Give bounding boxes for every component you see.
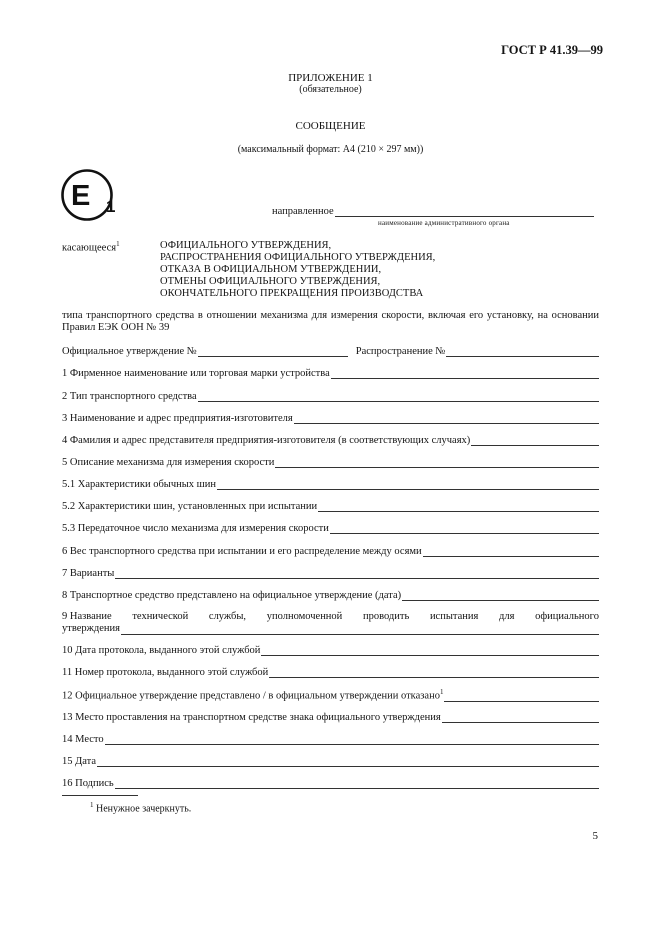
item-label: 8 Транспортное средство представлено на официальное утверждение (дата) xyxy=(62,590,402,601)
message-title: СООБЩЕНИЕ xyxy=(295,120,366,132)
extension-number-field[interactable] xyxy=(446,345,599,357)
item-field[interactable] xyxy=(115,777,599,789)
format-note: (максимальный формат: А4 (210 × 297 мм)) xyxy=(237,144,424,155)
item-field[interactable] xyxy=(294,412,599,424)
item-label: 1 Фирменное наименование или торговая марки устройства xyxy=(62,368,330,379)
action-options xyxy=(160,240,435,300)
form-item xyxy=(62,777,599,789)
item-label: 15 Дата xyxy=(62,756,97,767)
form-item xyxy=(62,666,599,678)
item-field[interactable] xyxy=(115,567,599,579)
item9-word: службы, xyxy=(208,611,247,622)
item-field[interactable] xyxy=(105,733,599,745)
item-field[interactable] xyxy=(269,666,599,678)
item9-line2 xyxy=(62,623,599,635)
form-item xyxy=(62,500,599,512)
footnote: $^1$ Ненужное зачеркнуть. xyxy=(90,801,192,815)
item-field[interactable] xyxy=(471,434,599,446)
item-label: 5.3 Передаточное число механизма для измерения скорости xyxy=(62,523,329,534)
form-item xyxy=(62,733,599,745)
type-paragraph: типа транспортного средства в отношении механизма для измерения скорости, включая его установку, на основании Правил ЕЭК ООН № 39 xyxy=(62,310,599,333)
item9-word: технической xyxy=(132,611,189,622)
directed-field[interactable] xyxy=(335,205,594,217)
approval-mark-number: 1 xyxy=(106,197,116,216)
item-label: 14 Место xyxy=(62,734,104,745)
item-field[interactable] xyxy=(121,623,599,635)
action-option: РАСПРОСТРАНЕНИЯ ОФИЦИАЛЬНОГО УТВЕРЖДЕНИЯ, xyxy=(160,252,436,263)
directed-line xyxy=(272,205,594,217)
footnote-ref: 1 xyxy=(116,240,120,248)
item-field[interactable] xyxy=(444,690,599,702)
page-number: 5 xyxy=(592,830,598,842)
action-option: ОФИЦИАЛЬНОГО УТВЕРЖДЕНИЯ, xyxy=(160,240,332,251)
item9-word: 9 Название xyxy=(62,611,112,622)
form-item xyxy=(62,434,599,446)
form-item xyxy=(62,755,599,767)
item9-word: для xyxy=(499,611,515,622)
form-item xyxy=(62,644,599,656)
item-label: 10 Дата протокола, выданного этой службой xyxy=(62,645,261,656)
approval-number-label: Официальное утверждение № xyxy=(62,346,197,357)
item-field[interactable] xyxy=(97,755,599,767)
item-label: 13 Место проставления на транспортном средстве знака официального утверждения xyxy=(62,712,441,723)
form-item xyxy=(62,456,599,468)
item-field[interactable] xyxy=(275,456,599,468)
item-label: 5.2 Характеристики шин, установленных при испытании xyxy=(62,501,318,512)
footnote-divider xyxy=(62,795,138,796)
item-label: 7 Варианты xyxy=(62,568,115,579)
concerning-label: касающееся$^1$ xyxy=(62,240,120,254)
form-item-technical-service xyxy=(62,611,599,635)
item9-line1 xyxy=(62,611,599,623)
form-item xyxy=(62,567,599,579)
item9-word: официального xyxy=(535,611,599,622)
action-option: ОТКАЗА В ОФИЦИАЛЬНОМ УТВЕРЖДЕНИИ, xyxy=(160,264,382,275)
footnote-ref: 1 xyxy=(439,688,444,696)
item-field[interactable] xyxy=(442,711,599,723)
item-label: 11 Номер протокола, выданного этой службой xyxy=(62,667,269,678)
item-label: 16 Подпись xyxy=(62,778,114,789)
organ-caption: наименование административного органа xyxy=(378,219,510,227)
item-label: 3 Наименование и адрес предприятия-изготовителя xyxy=(62,413,293,424)
form-item xyxy=(62,390,599,402)
form-item xyxy=(62,589,599,601)
form-item xyxy=(62,367,599,379)
item9-word: уполномоченной xyxy=(266,611,343,622)
item-field[interactable] xyxy=(318,500,599,512)
item9-continuation: утверждения xyxy=(62,623,120,634)
item-label: 5.1 Характеристики обычных шин xyxy=(62,479,216,490)
form-item xyxy=(62,412,599,424)
extension-number-label: Распространение № xyxy=(355,346,446,357)
form-item xyxy=(62,711,599,723)
item-field[interactable] xyxy=(423,545,599,557)
form-item xyxy=(62,478,599,490)
item9-word: проводить xyxy=(362,611,410,622)
form-item xyxy=(62,688,599,702)
approval-number-field[interactable] xyxy=(198,345,348,357)
item-field[interactable] xyxy=(198,390,599,402)
approval-mark-icon xyxy=(60,168,126,222)
item-label: 2 Тип транспортного средства xyxy=(62,391,197,402)
document-id: ГОСТ Р 41.39—99 xyxy=(501,43,603,57)
form-item xyxy=(62,522,599,534)
appendix-title: ПРИЛОЖЕНИЕ 1 xyxy=(288,72,373,84)
item-field[interactable] xyxy=(402,589,599,601)
item-field[interactable] xyxy=(330,522,599,534)
item-label: 4 Фамилия и адрес представителя предприятия-изготовителя (в соответствующих случаях) xyxy=(62,435,471,446)
directed-label: направленное xyxy=(272,206,334,217)
appendix-subtitle: (обязательное) xyxy=(299,84,362,95)
item-label: 12 Официальное утверждение представлено / в официальном утверждении отказано$^1$ xyxy=(62,688,444,702)
item-field[interactable] xyxy=(217,478,599,490)
item-label: 5 Описание механизма для измерения скорости xyxy=(62,457,275,468)
action-option: ОКОНЧАТЕЛЬНОГО ПРЕКРАЩЕНИЯ ПРОИЗВОДСТВА xyxy=(160,288,424,299)
item-label: 6 Вес транспортного средства при испытании и его распределение между осями xyxy=(62,546,422,557)
item9-word: испытания xyxy=(429,611,479,622)
item-field[interactable] xyxy=(331,367,599,379)
form-item xyxy=(62,545,599,557)
approval-mark-letter: E xyxy=(71,180,91,212)
approvals-line xyxy=(62,345,599,357)
item-field[interactable] xyxy=(261,644,599,656)
action-option: ОТМЕНЫ ОФИЦИАЛЬНОГО УТВЕРЖДЕНИЯ, xyxy=(160,276,381,287)
